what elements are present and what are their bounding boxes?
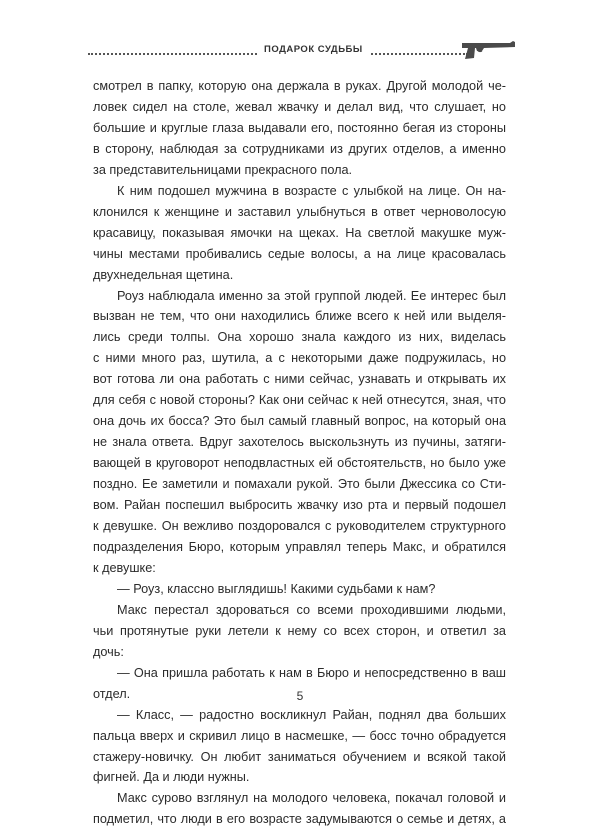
text-line: подразделения Бюро, которым управлял теперь Макс, и обратился <box>93 539 506 554</box>
text-line: клонился к женщине и заставил улыбнуться в ответ черноволосую <box>93 204 506 219</box>
text-line: подметил, что люди в его возрасте задумываются о семье и детях, а <box>93 812 506 827</box>
text-line: для себя с новой стороны? Как они сейчас к ней отнесутся, зная, что <box>93 393 506 408</box>
text-line: чьи протянутые руки летели к нему со всех сторон, и ответил за дочь: <box>93 623 506 659</box>
text-line: — Роуз, классно выглядишь! Какими судьбами к нам? <box>117 581 436 596</box>
text-line: она дочь их босса? Это был самый главный вопрос, на который она <box>93 414 506 429</box>
text-line: отдел. <box>93 686 131 701</box>
text-line: Макс сурово взглянул на молодого человека, покачал головой и <box>117 791 506 806</box>
text-line: чины местами пробивались седые волосы, а на лице красовалась <box>93 246 506 261</box>
text-line: красавицу, показывая ямочки на щеках. На светлой макушке муж- <box>93 225 506 240</box>
pistol-icon <box>460 38 516 62</box>
text-line: К ним подошел мужчина в возрасте с улыбкой на лице. Он на- <box>117 183 506 198</box>
text-line: стажеру-новичку. Он любит заниматься обучением и всякой такой <box>93 749 506 764</box>
text-line: к девушке: <box>93 560 156 575</box>
text-line: за представительницами прекрасного пола. <box>93 162 353 177</box>
text-line: большие и круглые глаза выдавали его, постоянно бегая из стороны <box>93 120 506 135</box>
text-line: пальца вверх и скривил лицо в насмешке, — босс точно обрадуется <box>93 728 506 743</box>
text-line: вот готова ли она работать с ними сейчас, узнавать и открывать их <box>93 372 506 387</box>
text-line: к девушке. Он вежливо поздоровался с руководителем структурного <box>93 519 506 534</box>
text-line: в сторону, наблюдая за сотрудниками из других отделов, а именно <box>93 141 506 156</box>
text-line: Роуз наблюдала именно за этой группой людей. Ее интерес был <box>117 288 506 303</box>
text-line: ловек сидел на столе, жевал жвачку и делал вид, что слушает, но <box>93 99 506 114</box>
text-line: с ними много раз, шутила, а с некоторыми даже подружилась, но <box>93 351 506 366</box>
text-line: лись среди толпы. Она хорошо знала каждого из них, виделась <box>93 330 506 345</box>
text-line: не знала ответа. Вдруг захотелось выскользнуть из пучины, затяги- <box>93 435 506 450</box>
text-line: Макс перестал здороваться со всеми проходившими людьми, <box>117 602 506 617</box>
text-line: двухнедельная щетина. <box>93 267 234 282</box>
text-line: вом. Райан поспешил выбросить жвачку изо рта и первый подошел <box>93 498 506 513</box>
body-text <box>93 76 506 830</box>
page-number: 5 <box>296 689 304 703</box>
text-line: — Класс, — радостно воскликнул Райан, поднял два больших <box>117 707 506 722</box>
text-line: вающей в круговорот неподвластных ей обстоятельств, но было уже <box>93 456 506 471</box>
text-line: — Она пришла работать к нам в Бюро и непосредственно в ваш <box>117 665 506 680</box>
text-line: смотрел в папку, которую она держала в руках. Другой молодой че- <box>93 79 506 93</box>
text-line: фигней. Да и люди нужны. <box>93 770 250 785</box>
header-title: ПОДАРОК СУДЬБЫ <box>258 44 369 55</box>
text-line: поздно. Ее заметили и помахали рукой. Это были Джессика со Сти- <box>93 477 506 492</box>
running-header <box>88 34 516 64</box>
text-line: вызван не тем, что они находились ближе всего к ней или выделя- <box>93 309 506 324</box>
